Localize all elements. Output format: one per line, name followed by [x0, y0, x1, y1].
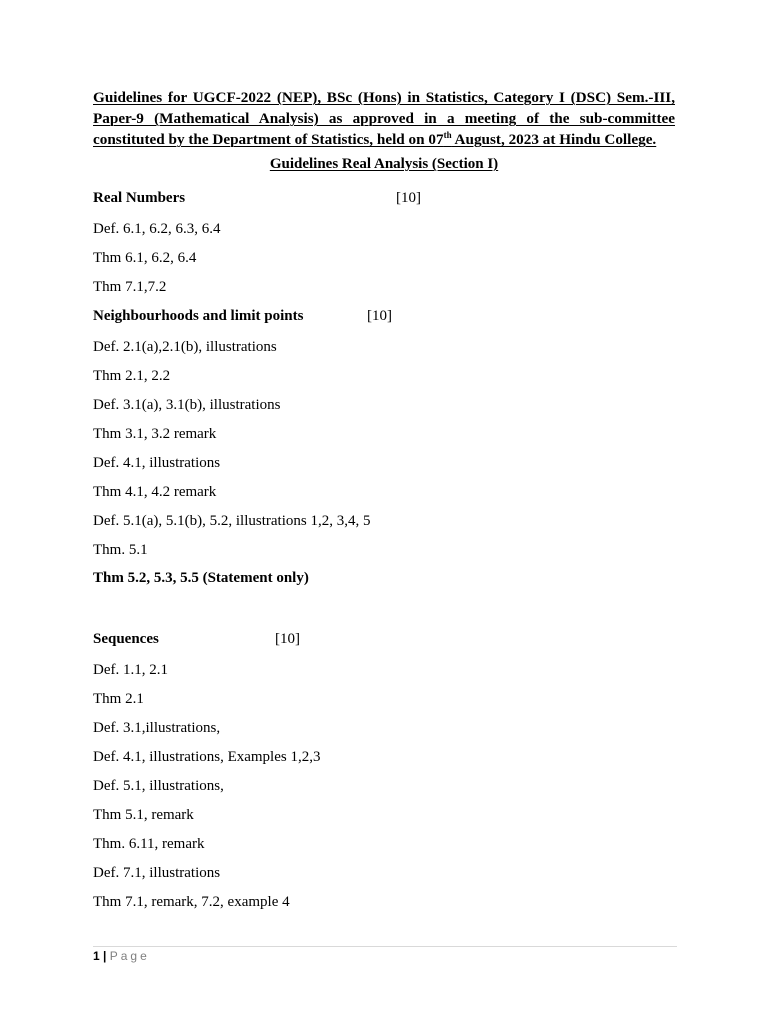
section-title-sequences: Sequences	[93, 631, 159, 647]
list-item: Def. 7.1, illustrations	[93, 865, 221, 881]
list-item: Def. 2.1(a),2.1(b), illustrations	[93, 339, 277, 355]
list-item: Def. 1.1, 2.1	[93, 662, 168, 678]
list-item: Def. 5.1(a), 5.1(b), 5.2, illustrations 1,2, 3,4, 5	[93, 513, 371, 529]
list-item: Thm 2.1	[93, 691, 144, 707]
page-number: 1	[93, 949, 100, 963]
list-item: Thm 5.1, remark	[93, 807, 194, 823]
page-footer	[93, 948, 150, 964]
list-item: Thm 3.1, 3.2 remark	[93, 426, 217, 442]
list-item-bold: Thm 5.2, 5.3, 5.5 (Statement only)	[93, 570, 309, 586]
list-item: Def. 6.1, 6.2, 6.3, 6.4	[93, 221, 221, 237]
footer-separator: |	[103, 949, 107, 963]
list-item: Thm 6.1, 6.2, 6.4	[93, 250, 197, 266]
list-item: Thm 7.1, remark, 7.2, example 4	[93, 894, 290, 910]
footer-divider	[93, 946, 677, 947]
heading-line-1: Guidelines for UGCF-2022 (NEP), BSc (Hons) in Statistics, Category I (DSC) Sem.-III,	[93, 89, 675, 106]
marks-real-numbers: [10]	[396, 190, 421, 206]
marks-neighbourhoods: [10]	[367, 308, 392, 324]
list-item: Def. 4.1, illustrations	[93, 455, 221, 471]
list-item: Thm 7.1,7.2	[93, 279, 167, 295]
heading-line-3-end: August, 2023 at Hindu College.	[451, 131, 657, 148]
heading-line-2: Paper-9 (Mathematical Analysis) as approved in a meeting of the sub-committee	[93, 110, 675, 127]
list-item: Def. 3.1,illustrations,	[93, 720, 221, 736]
page-label: Page	[109, 949, 150, 963]
list-item: Def. 4.1, illustrations, Examples 1,2,3	[93, 749, 321, 765]
section-title-neighbourhoods: Neighbourhoods and limit points	[93, 308, 304, 324]
list-item: Thm. 5.1	[93, 542, 148, 558]
section-subtitle: Guidelines Real Analysis (Section I)	[269, 156, 499, 172]
list-item: Thm 2.1, 2.2	[93, 368, 171, 384]
heading-line-3	[93, 129, 675, 150]
document-heading	[93, 87, 675, 150]
list-item: Thm. 6.11, remark	[93, 836, 205, 852]
ordinal-suffix: th	[443, 129, 452, 140]
list-item: Def. 5.1, illustrations,	[93, 778, 224, 794]
heading-line-3-start: constituted by the Department of Statistics, held on 07	[93, 131, 444, 148]
marks-sequences: [10]	[275, 631, 300, 647]
list-item: Thm 4.1, 4.2 remark	[93, 484, 217, 500]
section-title-real-numbers: Real Numbers	[93, 190, 186, 206]
list-item: Def. 3.1(a), 3.1(b), illustrations	[93, 397, 281, 413]
